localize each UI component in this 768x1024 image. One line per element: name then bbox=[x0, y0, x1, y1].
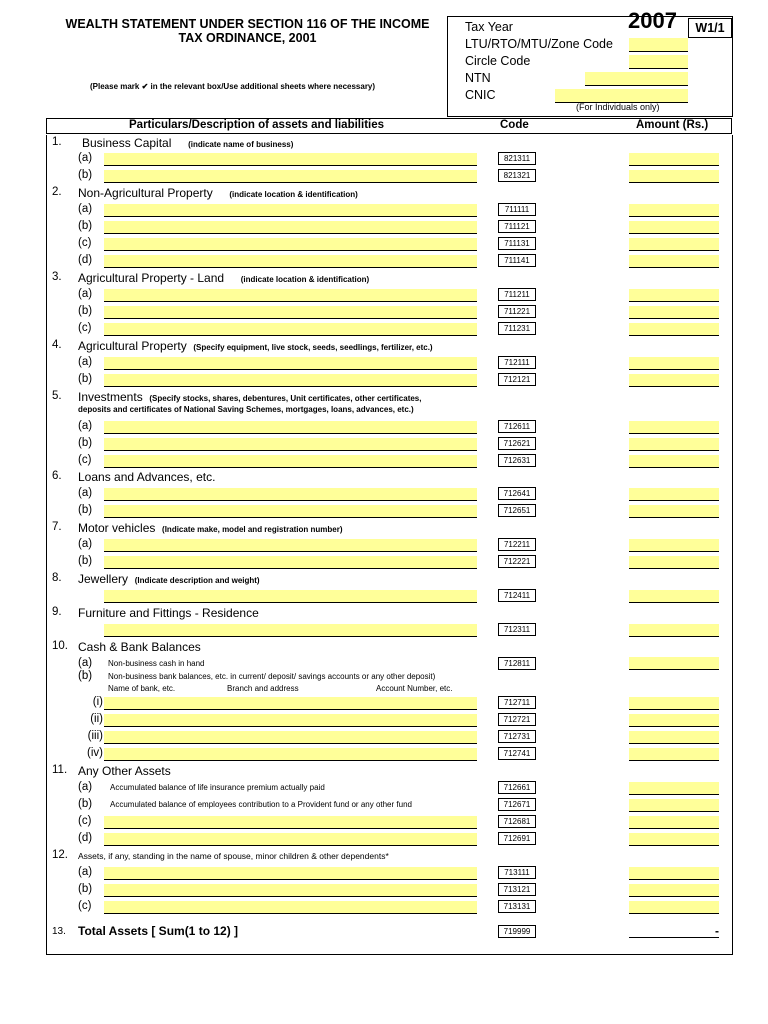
ntn-field[interactable] bbox=[585, 72, 688, 86]
description-field[interactable] bbox=[104, 748, 477, 761]
row-label: (b) bbox=[78, 373, 93, 385]
amount-field[interactable] bbox=[629, 153, 719, 166]
cnic-field[interactable] bbox=[555, 89, 688, 103]
code-box: 711221 bbox=[498, 305, 536, 318]
section-title: Investments (Specify stocks, shares, debentures, Unit certificates, other certificates, bbox=[78, 390, 422, 404]
code-box: 712651 bbox=[498, 504, 536, 517]
row-label: (c) bbox=[78, 237, 92, 249]
section-number: 1. bbox=[52, 136, 62, 148]
ntn-label: NTN bbox=[465, 71, 491, 85]
row-label: (d) bbox=[78, 832, 93, 844]
code-box: 712681 bbox=[498, 815, 536, 828]
amount-field[interactable] bbox=[629, 748, 719, 761]
section-hint: (Indicate description and weight) bbox=[134, 576, 260, 585]
code-box: 711231 bbox=[498, 322, 536, 335]
row-label: (b) bbox=[78, 305, 93, 317]
amount-field[interactable] bbox=[629, 323, 719, 336]
table-header bbox=[46, 118, 732, 134]
description-field[interactable] bbox=[104, 323, 477, 336]
section-title: Loans and Advances, etc. bbox=[78, 470, 216, 484]
amount-field[interactable] bbox=[629, 357, 719, 370]
code-box: 712641 bbox=[498, 487, 536, 500]
description-field[interactable] bbox=[104, 421, 477, 434]
code-header: Code bbox=[500, 119, 529, 131]
row-label: (c) bbox=[78, 454, 92, 466]
row-description: Accumulated balance of life insurance premium actually paid bbox=[110, 783, 325, 792]
instruction-note: (Please mark ✔ in the relevant box/Use additional sheets where necessary) bbox=[90, 82, 376, 91]
code-box: 712711 bbox=[498, 696, 536, 709]
zone-code-field[interactable] bbox=[629, 38, 688, 52]
code-box: 719999 bbox=[498, 925, 536, 938]
code-box: 712621 bbox=[498, 437, 536, 450]
total-assets-label: Total Assets [ Sum(1 to 12) ] bbox=[78, 924, 239, 938]
amount-field[interactable] bbox=[629, 782, 719, 795]
description-field[interactable] bbox=[104, 204, 477, 217]
row-label: (a) bbox=[78, 538, 93, 550]
amount-field[interactable] bbox=[629, 884, 719, 897]
section-number: 5. bbox=[52, 390, 62, 402]
description-field[interactable] bbox=[104, 884, 477, 897]
row-label: (a) bbox=[78, 781, 93, 793]
amount-field[interactable] bbox=[629, 374, 719, 387]
circle-code-label: Circle Code bbox=[465, 54, 531, 68]
code-box: 712311 bbox=[498, 623, 536, 636]
row-label: (b) bbox=[78, 169, 93, 181]
amount-field[interactable] bbox=[629, 901, 719, 914]
individuals-note: (For Individuals only) bbox=[576, 102, 660, 112]
amount-field[interactable] bbox=[629, 306, 719, 319]
section-title: Cash & Bank Balances bbox=[78, 640, 201, 654]
amount-field[interactable] bbox=[629, 833, 719, 846]
description-field[interactable] bbox=[104, 556, 477, 569]
section-hint: (Specify equipment, live stock, seeds, seedlings, fertilizer, etc.) bbox=[193, 343, 433, 352]
code-box: 713121 bbox=[498, 883, 536, 896]
description-field[interactable] bbox=[104, 505, 477, 518]
amount-header: Amount (Rs.) bbox=[636, 119, 709, 131]
row-label: (ii) bbox=[90, 713, 103, 725]
row-label: (c) bbox=[78, 322, 92, 334]
amount-field[interactable] bbox=[629, 799, 719, 812]
code-box: 712611 bbox=[498, 420, 536, 433]
branch-address-column: Branch and address bbox=[227, 684, 299, 693]
amount-field[interactable] bbox=[629, 438, 719, 451]
row-label: (b) bbox=[78, 670, 93, 682]
description-field[interactable] bbox=[104, 590, 477, 603]
code-box: 712211 bbox=[498, 538, 536, 551]
code-box: 713131 bbox=[498, 900, 536, 913]
row-label: (b) bbox=[78, 555, 93, 567]
amount-field[interactable] bbox=[629, 488, 719, 501]
code-box: 712811 bbox=[498, 657, 536, 670]
section-hint: (Indicate make, model and registration number) bbox=[162, 525, 343, 534]
section-title: Agricultural Property - Land (indicate location & identification) bbox=[78, 271, 370, 285]
code-box: 711121 bbox=[498, 220, 536, 233]
tax-year-label: Tax Year bbox=[465, 20, 513, 34]
section-number: 13. bbox=[52, 926, 66, 937]
section-hint: (indicate location & identification) bbox=[229, 190, 358, 199]
code-box: 821311 bbox=[498, 152, 536, 165]
particulars-header: Particulars/Description of assets and liabilities bbox=[129, 119, 385, 131]
row-description: Non-business cash in hand bbox=[108, 659, 205, 668]
description-field[interactable] bbox=[104, 455, 477, 468]
section-title: Agricultural Property (Specify equipment, live stock, seeds, seedlings, fertilizer, etc.) bbox=[78, 339, 433, 353]
section-hint: (indicate location & identification) bbox=[240, 275, 370, 284]
section-number: 6. bbox=[52, 470, 62, 482]
description-field[interactable] bbox=[104, 221, 477, 234]
section-title: Jewellery (Indicate description and weight) bbox=[78, 572, 260, 586]
code-box: 712671 bbox=[498, 798, 536, 811]
section-number: 2. bbox=[52, 186, 62, 198]
row-label: (iv) bbox=[87, 747, 103, 759]
row-label: (i) bbox=[92, 696, 103, 708]
description-field[interactable] bbox=[104, 153, 477, 166]
amount-field[interactable] bbox=[629, 289, 719, 302]
row-label: (b) bbox=[78, 437, 93, 449]
row-label: (b) bbox=[78, 798, 93, 810]
row-label: (d) bbox=[78, 254, 93, 266]
description-field[interactable] bbox=[104, 306, 477, 319]
amount-field[interactable] bbox=[629, 505, 719, 518]
section-number: 10. bbox=[52, 640, 68, 652]
description-field[interactable] bbox=[104, 714, 477, 727]
form-code-badge: W1/1 bbox=[688, 18, 732, 38]
row-label: (b) bbox=[78, 883, 93, 895]
row-label: (b) bbox=[78, 504, 93, 516]
row-label: (a) bbox=[78, 356, 93, 368]
description-field[interactable] bbox=[104, 255, 477, 268]
description-field[interactable] bbox=[104, 624, 477, 637]
amount-field[interactable] bbox=[629, 204, 719, 217]
amount-field[interactable] bbox=[629, 556, 719, 569]
code-box: 821321 bbox=[498, 169, 536, 182]
amount-field[interactable] bbox=[629, 657, 719, 670]
circle-code-field[interactable] bbox=[629, 55, 688, 69]
amount-field[interactable] bbox=[629, 539, 719, 552]
description-field[interactable] bbox=[104, 289, 477, 302]
description-field[interactable] bbox=[104, 357, 477, 370]
section-number: 9. bbox=[52, 606, 62, 618]
section-number: 8. bbox=[52, 572, 62, 584]
code-box: 712121 bbox=[498, 373, 536, 386]
section-title: Business Capital (indicate name of business) bbox=[82, 136, 294, 150]
code-box: 712631 bbox=[498, 454, 536, 467]
description-field[interactable] bbox=[104, 731, 477, 744]
code-box: 711141 bbox=[498, 254, 536, 267]
description-field[interactable] bbox=[104, 901, 477, 914]
section-hint-continued: deposits and certificates of National Saving Schemes, mortgages, loans, advances, etc.) bbox=[78, 405, 414, 414]
description-field[interactable] bbox=[104, 833, 477, 846]
form-year: 2007 bbox=[628, 8, 677, 33]
row-description: Non-business bank balances, etc. in current/ deposit/ savings accounts or any other deposit) bbox=[108, 672, 436, 681]
section-title: Furniture and Fittings - Residence bbox=[78, 606, 259, 620]
row-label: (iii) bbox=[87, 730, 103, 742]
form-title-line1: WEALTH STATEMENT UNDER SECTION 116 OF THE INCOME bbox=[65, 17, 430, 31]
section-number: 11. bbox=[52, 764, 68, 776]
description-field[interactable] bbox=[104, 867, 477, 880]
section-number: 3. bbox=[52, 271, 62, 283]
amount-field[interactable] bbox=[629, 221, 719, 234]
code-box: 712721 bbox=[498, 713, 536, 726]
total-assets-amount: - bbox=[629, 925, 719, 938]
amount-field[interactable] bbox=[629, 867, 719, 880]
row-label: (c) bbox=[78, 900, 92, 912]
description-field[interactable] bbox=[104, 238, 477, 251]
amount-field[interactable] bbox=[629, 731, 719, 744]
description-field[interactable] bbox=[104, 816, 477, 829]
code-box: 712691 bbox=[498, 832, 536, 845]
row-label: (c) bbox=[78, 815, 92, 827]
amount-field[interactable] bbox=[629, 421, 719, 434]
form-title bbox=[55, 17, 440, 45]
section-title: Any Other Assets bbox=[78, 764, 171, 778]
bank-name-column: Name of bank, etc. bbox=[108, 684, 176, 693]
description-field[interactable] bbox=[104, 170, 477, 183]
code-box: 711111 bbox=[498, 203, 536, 216]
code-box: 712411 bbox=[498, 589, 536, 602]
amount-field[interactable] bbox=[629, 170, 719, 183]
code-box: 712111 bbox=[498, 356, 536, 369]
code-box: 712661 bbox=[498, 781, 536, 794]
zone-code-label: LTU/RTO/MTU/Zone Code bbox=[465, 37, 613, 51]
code-box: 711131 bbox=[498, 237, 536, 250]
code-box: 712731 bbox=[498, 730, 536, 743]
section-hint: (Specify stocks, shares, debentures, Unit certificates, other certificates, bbox=[149, 394, 422, 403]
code-box: 711211 bbox=[498, 288, 536, 301]
row-label: (a) bbox=[78, 866, 93, 878]
form-title-line2: TAX ORDINANCE, 2001 bbox=[178, 31, 317, 45]
section-title: Motor vehicles (Indicate make, model and registration number) bbox=[78, 521, 343, 535]
section-title: Assets, if any, standing in the name of spouse, minor children & other dependents* bbox=[78, 851, 389, 861]
amount-field[interactable] bbox=[629, 697, 719, 710]
amount-field[interactable] bbox=[629, 238, 719, 251]
amount-field[interactable] bbox=[629, 816, 719, 829]
amount-field[interactable] bbox=[629, 455, 719, 468]
amount-field[interactable] bbox=[629, 624, 719, 637]
section-number: 12. bbox=[52, 849, 68, 861]
description-field[interactable] bbox=[104, 438, 477, 451]
amount-field[interactable] bbox=[629, 255, 719, 268]
amount-field[interactable] bbox=[629, 590, 719, 603]
code-box: 712221 bbox=[498, 555, 536, 568]
section-title: Non-Agricultural Property (indicate location & identification) bbox=[78, 186, 358, 200]
row-label: (a) bbox=[78, 487, 93, 499]
section-number: 7. bbox=[52, 521, 62, 533]
row-description: Accumulated balance of employees contribution to a Provident fund or any other fund bbox=[110, 800, 412, 809]
section-hint: (indicate name of business) bbox=[188, 140, 294, 149]
row-label: (b) bbox=[78, 220, 93, 232]
description-field[interactable] bbox=[104, 697, 477, 710]
description-field[interactable] bbox=[104, 374, 477, 387]
cnic-label: CNIC bbox=[465, 88, 496, 102]
row-label: (a) bbox=[78, 152, 93, 164]
code-box: 712741 bbox=[498, 747, 536, 760]
amount-field[interactable] bbox=[629, 714, 719, 727]
account-number-column: Account Number, etc. bbox=[376, 684, 453, 693]
row-label: (a) bbox=[78, 420, 93, 432]
row-label: (a) bbox=[78, 203, 93, 215]
code-box: 713111 bbox=[498, 866, 536, 879]
section-number: 4. bbox=[52, 339, 62, 351]
row-label: (a) bbox=[78, 288, 93, 300]
row-label: (a) bbox=[78, 657, 93, 669]
description-field[interactable] bbox=[104, 488, 477, 501]
description-field[interactable] bbox=[104, 539, 477, 552]
